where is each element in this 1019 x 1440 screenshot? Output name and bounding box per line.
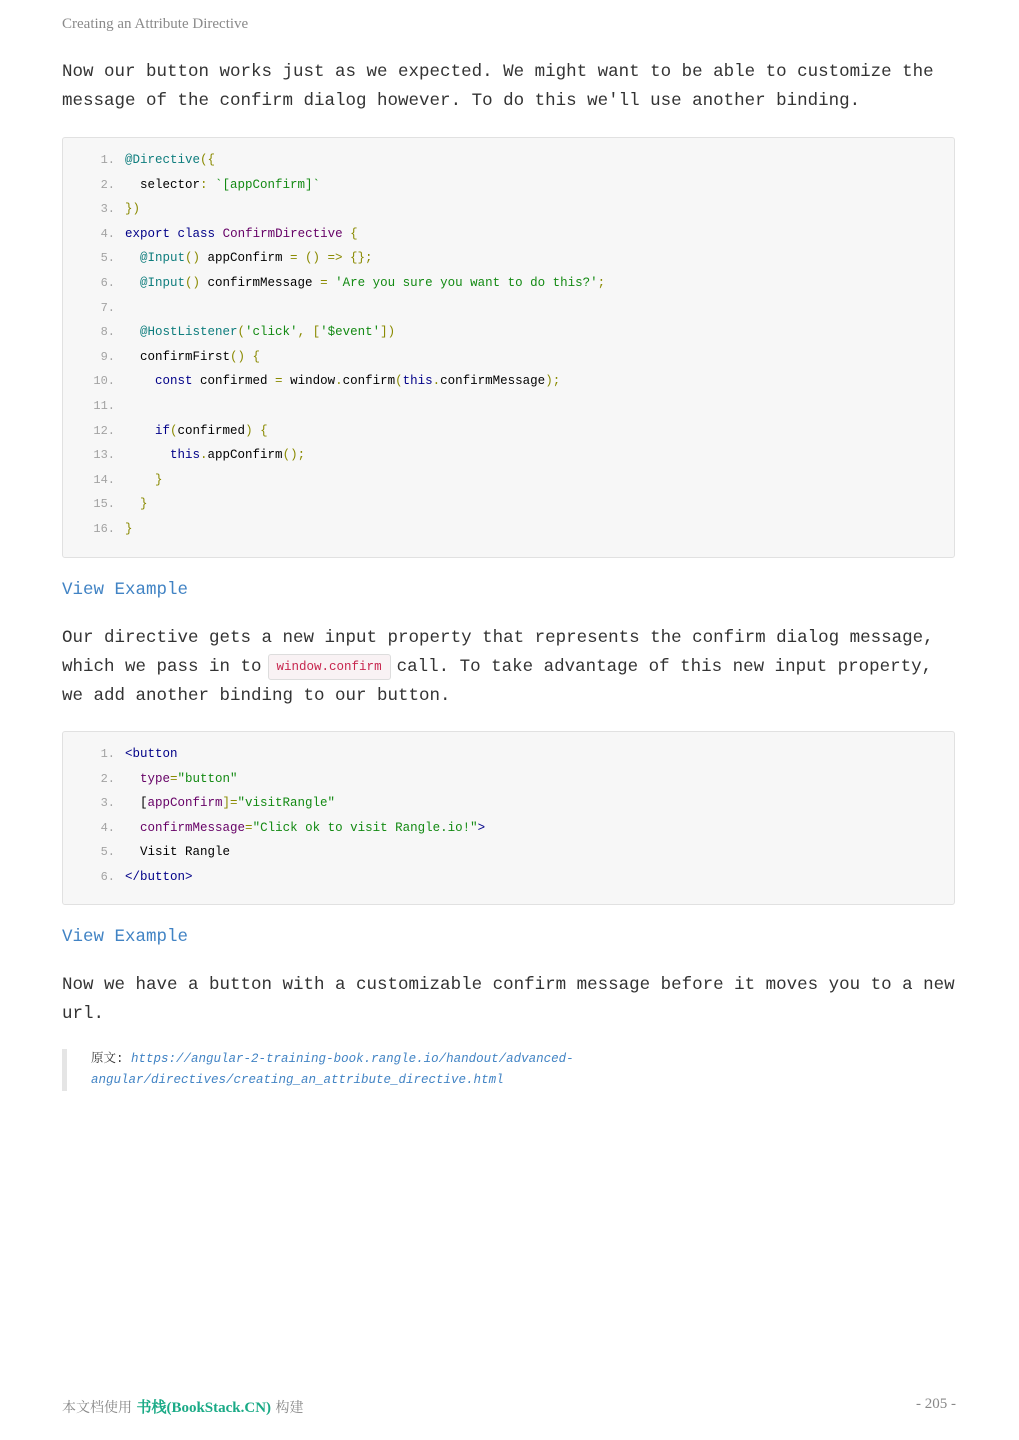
- code-token: [125, 448, 170, 462]
- code-line: [63, 222, 954, 247]
- code-line: [63, 816, 954, 841]
- code-line: [63, 517, 954, 542]
- code-token: >: [477, 820, 486, 835]
- code-token: (): [185, 275, 201, 290]
- code-block-directive: [62, 137, 955, 558]
- code-token: confirmed: [192, 374, 276, 389]
- code-token: [: [125, 796, 148, 811]
- code-token: :: [200, 177, 216, 192]
- code-line: [63, 767, 954, 792]
- source-link[interactable]: https://angular-2-training-book.rangle.io/handout/advanced-: [131, 1052, 574, 1066]
- code-token: @Input: [125, 275, 186, 290]
- line-number: 1.: [100, 747, 115, 761]
- inline-code: window.confirm: [268, 654, 391, 680]
- line-number: 10.: [93, 374, 115, 389]
- code-token: =: [320, 275, 336, 290]
- paragraph-line: message of the confirm dialog however. To do this we'll use another binding.: [62, 91, 861, 111]
- code-token: const: [155, 374, 193, 389]
- code-token: .: [335, 374, 343, 389]
- code-line: [63, 742, 954, 767]
- view-example-link[interactable]: View Example: [62, 580, 189, 600]
- code-line: [63, 492, 954, 517]
- line-number: 9.: [100, 349, 115, 364]
- code-block-button: [62, 731, 955, 905]
- code-token: [125, 374, 155, 388]
- code-token: 'Are you sure you want to do this?': [335, 275, 598, 290]
- line-number: 12.: [93, 423, 115, 438]
- view-example-link[interactable]: View Example: [62, 927, 189, 947]
- line-number: 16.: [93, 521, 115, 536]
- code-token: ();: [282, 448, 306, 463]
- code-token: = () => {};: [290, 251, 373, 266]
- code-line: [63, 246, 954, 271]
- code-token: ConfirmDirective: [222, 226, 343, 241]
- line-number: 7.: [100, 300, 115, 315]
- line-number: 3.: [100, 202, 115, 217]
- line-number: 8.: [100, 325, 115, 340]
- code-token: );: [545, 374, 561, 389]
- code-token: [125, 424, 155, 438]
- code-token: ) {: [245, 423, 268, 438]
- code-token: '$event': [320, 325, 381, 340]
- code-line: [63, 865, 954, 890]
- code-token: appConfirm: [207, 448, 283, 463]
- page-number: - 205 -: [916, 1396, 956, 1412]
- line-number: 5.: [100, 251, 115, 266]
- line-number: 5.: [100, 845, 115, 860]
- line-number: 4.: [100, 820, 115, 835]
- code-token: ;: [597, 275, 606, 290]
- code-token: (: [170, 423, 178, 438]
- source-colon: :: [116, 1052, 132, 1066]
- code-token: export: [125, 226, 171, 241]
- code-token: , [: [297, 325, 321, 340]
- code-token: =: [275, 374, 283, 389]
- code-token: this: [170, 448, 201, 463]
- code-token: ({: [200, 153, 216, 167]
- line-number: 6.: [100, 869, 115, 884]
- line-number: 2.: [100, 771, 115, 786]
- code-token: [170, 227, 178, 241]
- code-token: confirmMessage: [440, 374, 546, 389]
- source-link[interactable]: angular/directives/creating_an_attribute_directive.html: [91, 1073, 504, 1087]
- code-token: "button": [177, 771, 238, 786]
- code-token: "Click ok to visit Rangle.io!": [252, 820, 478, 835]
- line-number: 4.: [100, 226, 115, 241]
- code-token: Visit Rangle: [125, 845, 231, 860]
- code-token: ]=: [222, 796, 238, 811]
- code-token: =: [170, 771, 178, 786]
- code-line: [63, 468, 954, 493]
- line-number: 13.: [93, 448, 115, 463]
- body-paragraph: [62, 624, 962, 711]
- code-token: () {: [230, 349, 261, 364]
- code-token: [125, 821, 140, 835]
- code-token: type: [140, 771, 171, 786]
- footer-suffix: 构建: [271, 1400, 304, 1416]
- footer-credit: [62, 1396, 304, 1417]
- code-token: confirm: [342, 374, 396, 389]
- code-token: }: [125, 472, 163, 487]
- line-number: 14.: [93, 472, 115, 487]
- code-token: confirmMessage: [200, 275, 321, 290]
- code-token: 'click': [245, 325, 298, 340]
- code-line: [63, 369, 954, 394]
- line-number: 1.: [100, 153, 115, 167]
- code-token: if: [155, 423, 171, 438]
- code-token: class: [177, 226, 216, 241]
- line-number: 3.: [100, 796, 115, 811]
- code-token: {: [342, 226, 358, 241]
- paragraph-line: url.: [62, 1004, 105, 1024]
- code-line: [63, 840, 954, 865]
- running-header: Creating an Attribute Directive: [62, 16, 249, 32]
- code-token: }): [125, 202, 141, 217]
- code-token: (: [237, 325, 246, 340]
- code-token: "visitRangle": [237, 796, 336, 811]
- code-token: .: [432, 374, 441, 389]
- footer-prefix: 本文档使用: [62, 1400, 137, 1416]
- source-label: 原文: [91, 1052, 117, 1066]
- code-token: [125, 772, 140, 786]
- code-token: @HostListener: [125, 325, 238, 340]
- code-line: [63, 173, 954, 198]
- code-line: [63, 197, 954, 222]
- code-token: .: [200, 448, 208, 463]
- code-token: }: [125, 521, 133, 536]
- code-token: `[appConfirm]`: [215, 177, 321, 192]
- code-token: =: [245, 820, 253, 835]
- paragraph-text: call. To take advantage of this new input property,: [396, 657, 933, 677]
- code-token: appConfirm: [200, 251, 291, 266]
- code-token: ]): [380, 325, 396, 340]
- code-token: confirmFirst: [125, 349, 231, 364]
- code-token: (): [185, 251, 201, 266]
- code-token: (: [395, 374, 403, 389]
- source-blockquote: [62, 1049, 691, 1091]
- line-number: 11.: [93, 398, 115, 413]
- code-line: [63, 443, 954, 468]
- code-token: @Directive: [125, 153, 201, 167]
- code-line: [63, 419, 954, 444]
- code-token: }: [125, 497, 148, 512]
- bookstack-link[interactable]: 书栈(BookStack.CN): [136, 1400, 272, 1416]
- code-token: [215, 227, 223, 241]
- intro-paragraph: [62, 58, 962, 116]
- line-number: 2.: [100, 177, 115, 192]
- code-token: @Input: [125, 251, 186, 266]
- code-token: selector: [125, 177, 201, 192]
- code-token: window: [282, 374, 336, 389]
- closing-paragraph: [62, 971, 962, 1029]
- line-number: 6.: [100, 275, 115, 290]
- code-line: [63, 394, 954, 419]
- code-line: [63, 791, 954, 816]
- code-line: [63, 345, 954, 370]
- code-token: this: [402, 374, 433, 389]
- code-token: confirmMessage: [140, 820, 246, 835]
- code-token: confirmed: [177, 423, 246, 438]
- code-line: [63, 271, 954, 296]
- code-line: [63, 148, 954, 173]
- paragraph-line: Now our button works just as we expected. We might want to be able to customize the: [62, 62, 934, 82]
- line-number: 15.: [93, 497, 115, 512]
- paragraph-line: Our directive gets a new input property that represents the confirm dialog message,: [62, 628, 934, 648]
- paragraph-text: which we pass in to: [62, 657, 262, 677]
- code-line: [63, 320, 954, 345]
- paragraph-line: Now we have a button with a customizable confirm message before it moves you to a new: [62, 975, 955, 995]
- code-line: [63, 296, 954, 321]
- code-token: </button>: [125, 869, 193, 884]
- code-token: <button: [125, 747, 178, 761]
- code-token: appConfirm: [147, 796, 223, 811]
- paragraph-line: we add another binding to our button.: [62, 686, 451, 706]
